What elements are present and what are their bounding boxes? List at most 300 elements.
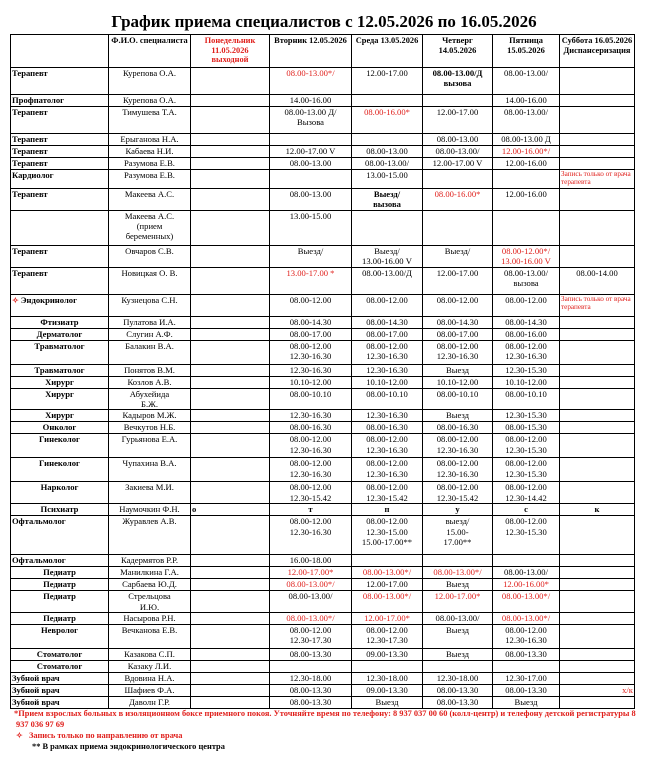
- specialty-label: Педиатр: [43, 591, 76, 602]
- specialty-cell: [11, 68, 109, 95]
- specialty-cell: [11, 458, 109, 482]
- specialty-cell: [11, 317, 109, 329]
- schedule-cell: 08.00-12.00 12.30-15.42: [270, 482, 352, 504]
- schedule-cell: 12.00-16.00: [493, 158, 560, 170]
- table-row: [11, 555, 635, 567]
- schedule-cell: 12.00-17.00: [352, 579, 423, 591]
- table-row: [11, 134, 635, 146]
- doctor-name: Козлов А.В.: [109, 377, 191, 389]
- schedule-cell: Выезд: [423, 624, 493, 648]
- header-row: [11, 35, 635, 68]
- schedule-cell: выезд/ 15.00- 17.00**: [423, 516, 493, 555]
- schedule-cell: 12.30-15.30: [493, 410, 560, 422]
- diamond-icon: ✧: [12, 296, 21, 305]
- table-row: [11, 422, 635, 434]
- specialty-label: Стоматолог: [36, 660, 83, 671]
- specialty-cell: [11, 365, 109, 377]
- specialty-label: Невролог: [40, 624, 79, 635]
- table-row: [11, 504, 635, 516]
- schedule-cell: Запись только от врача терапевта: [560, 295, 635, 317]
- schedule-cell: [191, 146, 270, 158]
- schedule-cell: 08.00-16.30: [352, 422, 423, 434]
- schedule-cell: 12.30-15.30: [493, 365, 560, 377]
- schedule-cell: 12.30-16.30: [270, 410, 352, 422]
- doctor-name: Тимушева Т.А.: [109, 107, 191, 134]
- schedule-cell: 12.00-16.00*: [493, 579, 560, 591]
- specialty-cell: [11, 555, 109, 567]
- doctor-name: Понятов В.М.: [109, 365, 191, 377]
- schedule-cell: [423, 555, 493, 567]
- specialty-label: Нарколог: [40, 482, 79, 493]
- schedule-cell: 08.00-13.30: [423, 684, 493, 696]
- specialty-label: Терапевт: [12, 68, 48, 78]
- schedule-cell: [191, 648, 270, 660]
- schedule-cell: 08.00-12.00 12.30-15.42: [423, 482, 493, 504]
- table-row: [11, 329, 635, 341]
- schedule-cell: [191, 329, 270, 341]
- doctor-name: Шафиев Ф.А.: [109, 684, 191, 696]
- schedule-cell: [191, 684, 270, 696]
- schedule-cell: Запись только от врача терапевта: [560, 170, 635, 189]
- schedule-cell: [352, 134, 423, 146]
- table-row: [11, 189, 635, 211]
- specialty-label: Офтальмолог: [12, 555, 66, 566]
- schedule-cell: 08.00-13.00/: [423, 146, 493, 158]
- doctor-name: Курепова О.А.: [109, 68, 191, 95]
- specialty-label: Хирург: [45, 410, 74, 421]
- specialty-label: Гинеколог: [39, 434, 80, 445]
- schedule-cell: [493, 170, 560, 189]
- schedule-cell: [560, 696, 635, 708]
- schedule-cell: 08.00-12.00: [493, 295, 560, 317]
- schedule-cell: 08.00-12.00 12.30-16.30: [352, 341, 423, 365]
- schedule-cell: [560, 458, 635, 482]
- doctor-name: Стрельцова И.Ю.: [109, 591, 191, 612]
- footnote-referral: ✧ Запись только по направлению от врача: [16, 731, 183, 740]
- specialty-cell: [11, 482, 109, 504]
- specialty-label: Терапевт: [12, 134, 48, 144]
- footnotes: [0, 708, 648, 752]
- specialty-cell: [11, 95, 109, 107]
- table-row: [11, 295, 635, 317]
- doctor-name: Кадыров М.Ж.: [109, 410, 191, 422]
- schedule-cell: 12.00-16.00: [493, 189, 560, 211]
- schedule-cell: [560, 68, 635, 95]
- specialty-label: Педиатр: [43, 579, 76, 590]
- schedule-cell: 08.00-14.30: [270, 317, 352, 329]
- schedule-cell: 08.00-12.00: [352, 295, 423, 317]
- schedule-cell: 08.00-17.00: [270, 329, 352, 341]
- schedule-cell: [560, 158, 635, 170]
- specialty-label: Травматолог: [34, 365, 85, 375]
- specialty-label: Гинеколог: [39, 458, 80, 469]
- table-row: [11, 696, 635, 708]
- doctor-name: Курепова О.А.: [109, 95, 191, 107]
- doctor-name: Макеева А.С. (прием беременных): [109, 211, 191, 246]
- schedule-cell: [423, 211, 493, 246]
- schedule-cell: 08.00-13.00/: [493, 567, 560, 579]
- schedule-cell: [191, 672, 270, 684]
- schedule-cell: [560, 246, 635, 268]
- doctor-name: Слугин А.Ф.: [109, 329, 191, 341]
- schedule-cell: [191, 516, 270, 555]
- schedule-cell: [352, 555, 423, 567]
- specialty-label: Хирург: [45, 377, 74, 387]
- schedule-cell: [191, 377, 270, 389]
- schedule-cell: Выезд: [423, 579, 493, 591]
- table-row: [11, 579, 635, 591]
- schedule-cell: [191, 696, 270, 708]
- specialty-label: Терапевт: [12, 146, 48, 156]
- table-row: [11, 377, 635, 389]
- schedule-cell: 09.00-13.30: [352, 684, 423, 696]
- schedule-cell: 08.00-13.30: [493, 684, 560, 696]
- schedule-cell: 08.00-12.00 12.30-15.30: [493, 434, 560, 458]
- specialty-cell: [11, 422, 109, 434]
- table-row: [11, 268, 635, 295]
- specialty-cell: [11, 146, 109, 158]
- schedule-cell: [560, 422, 635, 434]
- schedule-cell: [560, 329, 635, 341]
- schedule-cell: 12.00-17.00 V: [270, 146, 352, 158]
- schedule-cell: 08.00-12.00 12.30-15.30: [493, 458, 560, 482]
- schedule-cell: 08.00-10.10: [423, 389, 493, 410]
- schedule-cell: 13.00-15.00: [352, 170, 423, 189]
- table-row: [11, 341, 635, 365]
- specialty-label: Кардиолог: [12, 170, 54, 180]
- schedule-cell: 08.00-10.10: [352, 389, 423, 410]
- specialty-label: Онколог: [42, 422, 77, 433]
- column-header: Пятница 15.05.2026: [493, 35, 560, 68]
- schedule-cell: [191, 107, 270, 134]
- table-row: [11, 624, 635, 648]
- schedule-cell: [560, 672, 635, 684]
- schedule-cell: [560, 660, 635, 672]
- table-row: [11, 660, 635, 672]
- schedule-cell: 08.00-13.00/: [493, 107, 560, 134]
- schedule-cell: т: [270, 504, 352, 516]
- schedule-cell: 08.00-15.30: [493, 422, 560, 434]
- schedule-cell: [560, 482, 635, 504]
- schedule-cell: [560, 516, 635, 555]
- schedule-cell: 08.00-13.30: [270, 684, 352, 696]
- schedule-cell: [191, 660, 270, 672]
- schedule-cell: [191, 389, 270, 410]
- table-row: [11, 170, 635, 189]
- schedule-cell: [560, 377, 635, 389]
- schedule-cell: [191, 612, 270, 624]
- schedule-cell: [560, 624, 635, 648]
- schedule-cell: 08.00-12.00 12.30-16.30: [270, 434, 352, 458]
- specialty-cell: [11, 246, 109, 268]
- table-row: [11, 146, 635, 158]
- column-header: Четверг 14.05.2026: [423, 35, 493, 68]
- schedule-cell: 08.00-13.00*/: [352, 567, 423, 579]
- doctor-name: Казаку Л.И.: [109, 660, 191, 672]
- schedule-cell: у: [423, 504, 493, 516]
- schedule-cell: 10.10-12.00: [352, 377, 423, 389]
- schedule-cell: 12.00-16.00*/: [493, 146, 560, 158]
- specialty-label: Зубной врач: [12, 672, 60, 683]
- schedule-cell: [560, 579, 635, 591]
- schedule-cell: [191, 68, 270, 95]
- schedule-cell: [560, 107, 635, 134]
- schedule-cell: 12.30-18.00: [352, 672, 423, 684]
- schedule-cell: [493, 211, 560, 246]
- specialty-label: Психиатр: [40, 504, 79, 515]
- schedule-cell: [560, 410, 635, 422]
- schedule-cell: 08.00-13.00*/: [493, 612, 560, 624]
- schedule-cell: [191, 268, 270, 295]
- schedule-cell: [191, 624, 270, 648]
- schedule-cell: [191, 567, 270, 579]
- doctor-name: Даволн Г.Р.: [109, 696, 191, 708]
- specialty-label: Офтальмолог: [12, 516, 66, 527]
- specialty-cell: [11, 504, 109, 516]
- schedule-cell: 08.00-13.00: [423, 134, 493, 146]
- table-row: [11, 158, 635, 170]
- schedule-cell: 12.00-17.00: [352, 68, 423, 95]
- column-header: Ф.И.О. специалиста: [109, 35, 191, 68]
- schedule-cell: 08.00-13.30: [423, 696, 493, 708]
- schedule-cell: с: [493, 504, 560, 516]
- column-header: Среда 13.05.2026: [352, 35, 423, 68]
- specialty-cell: [11, 329, 109, 341]
- doctor-name: Разумова Е.В.: [109, 158, 191, 170]
- schedule-cell: 08.00-14.30: [352, 317, 423, 329]
- schedule-cell: [560, 146, 635, 158]
- specialty-cell: [11, 377, 109, 389]
- specialty-cell: [11, 684, 109, 696]
- schedule-cell: [191, 158, 270, 170]
- table-row: [11, 389, 635, 410]
- schedule-cell: 08.00-16.00*: [423, 189, 493, 211]
- doctor-name: Овчаров С.В.: [109, 246, 191, 268]
- schedule-cell: [191, 410, 270, 422]
- specialty-cell: [11, 434, 109, 458]
- specialty-cell: [11, 516, 109, 555]
- specialty-cell: [11, 624, 109, 648]
- doctor-name: Сарбаева Ю.Д.: [109, 579, 191, 591]
- page-title: График приема специалистов с 12.05.2026 по 16.05.2026: [111, 12, 537, 31]
- schedule-cell: [560, 365, 635, 377]
- schedule-cell: [270, 134, 352, 146]
- schedule-cell: 08.00-16.00: [493, 329, 560, 341]
- column-header: [11, 35, 109, 68]
- schedule-cell: 08.00-13.30: [270, 696, 352, 708]
- specialty-label: Педиатр: [43, 567, 76, 578]
- doctor-name: Разумова Е.В.: [109, 170, 191, 189]
- schedule-cell: [191, 591, 270, 612]
- doctor-name: Наумочкин Ф.Н.: [109, 504, 191, 516]
- schedule-cell: 12.30-17.00: [493, 672, 560, 684]
- table-row: [11, 95, 635, 107]
- schedule-cell: 08.00-13.00*/: [352, 591, 423, 612]
- specialty-cell: [11, 591, 109, 612]
- schedule-cell: [191, 555, 270, 567]
- table-row: [11, 672, 635, 684]
- schedule-cell: [191, 482, 270, 504]
- specialty-label: Фтизиатр: [40, 317, 79, 327]
- doctor-name: Казакова С.П.: [109, 648, 191, 660]
- doctor-name: Журавлев А.В.: [109, 516, 191, 555]
- table-row: [11, 612, 635, 624]
- schedule-cell: 14.00-16.00: [270, 95, 352, 107]
- schedule-cell: Выезд/: [270, 246, 352, 268]
- schedule-cell: 08.00-12.00 12.30-17.30: [352, 624, 423, 648]
- table-row: [11, 591, 635, 612]
- schedule-cell: [352, 660, 423, 672]
- schedule-cell: [560, 591, 635, 612]
- table-row: [11, 211, 635, 246]
- doctor-name: Кадермятов Р.Р.: [109, 555, 191, 567]
- schedule-cell: 08.00-17.00: [423, 329, 493, 341]
- schedule-cell: [560, 612, 635, 624]
- schedule-cell: [423, 170, 493, 189]
- schedule-cell: 08.00-12.00 12.30-16.30: [423, 341, 493, 365]
- doctor-name: Кузнецова С.Н.: [109, 295, 191, 317]
- schedule-cell: Выезд: [423, 410, 493, 422]
- schedule-cell: [191, 134, 270, 146]
- doctor-name: Гурьянова Е.А.: [109, 434, 191, 458]
- table-row: [11, 68, 635, 95]
- schedule-cell: Выезд/ 13.00-16.00 V: [352, 246, 423, 268]
- specialty-cell: [11, 389, 109, 410]
- schedule-cell: о: [191, 504, 270, 516]
- schedule-cell: 08.00-12.00 12.30-15.30: [493, 516, 560, 555]
- schedule-cell: [423, 660, 493, 672]
- specialty-label: Зубной врач: [12, 696, 60, 707]
- schedule-cell: 08.00-17.00: [352, 329, 423, 341]
- specialty-cell: [11, 211, 109, 246]
- schedule-cell: Выезд: [352, 696, 423, 708]
- schedule-cell: 14.00-16.00: [493, 95, 560, 107]
- schedule-cell: 08.00-13.30: [493, 648, 560, 660]
- doctor-name: Макеева А.С.: [109, 189, 191, 211]
- doctor-name: Абухейида Б.Ж.: [109, 389, 191, 410]
- schedule-cell: [560, 211, 635, 246]
- column-header: Суббота 16.05.2026 Диспансеризация: [560, 35, 635, 68]
- schedule-cell: 12.00-17.00*: [352, 612, 423, 624]
- table-row: [11, 365, 635, 377]
- schedule-cell: 12.00-17.00*: [270, 567, 352, 579]
- doctor-name: Вечканова Е.В.: [109, 624, 191, 648]
- diamond-icon: ✧: [16, 731, 23, 740]
- schedule-cell: 08.00-13.00*/: [270, 579, 352, 591]
- schedule-cell: 08.00-14.00: [560, 268, 635, 295]
- schedule-cell: [191, 170, 270, 189]
- specialty-cell: [11, 648, 109, 660]
- schedule-cell: 10.10-12.00: [423, 377, 493, 389]
- schedule-cell: [560, 95, 635, 107]
- schedule-cell: 08.00-12.00: [423, 295, 493, 317]
- schedule-cell: [191, 295, 270, 317]
- schedule-cell: 08.00-12.00 12.30-16.30: [423, 458, 493, 482]
- doctor-name: Пулатова И.А.: [109, 317, 191, 329]
- schedule-cell: 08.00-12.00 12.30-16.30: [352, 458, 423, 482]
- table-row: [11, 648, 635, 660]
- schedule-cell: п: [352, 504, 423, 516]
- schedule-cell: 08.00-13.00/: [352, 158, 423, 170]
- specialty-label: Дерматолог: [36, 329, 83, 339]
- schedule-cell: [560, 389, 635, 410]
- doctor-name: Чупахина В.А.: [109, 458, 191, 482]
- schedule-cell: 08.00-13.00/Д: [352, 268, 423, 295]
- schedule-cell: [352, 211, 423, 246]
- doctor-name: Вечкутов Н.Б.: [109, 422, 191, 434]
- schedule-cell: 08.00-13.00/: [423, 612, 493, 624]
- schedule-cell: 08.00-13.00/: [493, 68, 560, 95]
- specialty-label: Травматолог: [34, 341, 85, 351]
- schedule-cell: 08.00-13.00*/: [423, 567, 493, 579]
- table-row: [11, 410, 635, 422]
- schedule-cell: [560, 341, 635, 365]
- specialty-label: Профпатолог: [12, 95, 65, 105]
- specialty-label: Терапевт: [12, 189, 48, 199]
- schedule-cell: к: [560, 504, 635, 516]
- schedule-cell: 08.00-13.00 Д/ Вызова: [270, 107, 352, 134]
- footnote-isolation: *Прием взрослых больных в изоляционном боксе приемного покоя. Уточняйте время по телефону: 8 937 037 00 60 (колл-центр) и телефону детской регистратуры 8 937 036 97 69: [14, 709, 636, 729]
- schedule-cell: [560, 434, 635, 458]
- doctor-name: Ерыганова Н.А.: [109, 134, 191, 146]
- schedule-cell: 08.00-14.30: [423, 317, 493, 329]
- schedule-cell: Выезд: [423, 648, 493, 660]
- table-row: [11, 567, 635, 579]
- schedule-cell: [191, 189, 270, 211]
- schedule-cell: [560, 134, 635, 146]
- specialty-cell: [11, 107, 109, 134]
- schedule-cell: Выезд/: [423, 246, 493, 268]
- schedule-cell: 13.00-17.00 *: [270, 268, 352, 295]
- schedule-cell: 08.00-12.00: [270, 295, 352, 317]
- schedule-cell: [493, 660, 560, 672]
- schedule-cell: 08.00-10.10: [493, 389, 560, 410]
- doctor-name: Вдовина Н.А.: [109, 672, 191, 684]
- specialty-cell: [11, 189, 109, 211]
- schedule-cell: [560, 567, 635, 579]
- schedule-cell: 08.00-13.00 Д: [493, 134, 560, 146]
- schedule-cell: 12.30-16.30: [352, 410, 423, 422]
- schedule-cell: 08.00-12.00 12.30-16.30: [352, 434, 423, 458]
- schedule-cell: 12.30-18.00: [270, 672, 352, 684]
- specialty-cell: [11, 410, 109, 422]
- schedule-table: [10, 34, 635, 709]
- schedule-cell: 08.00-13.00: [352, 146, 423, 158]
- schedule-cell: 08.00-12.00 12.30-16.30: [270, 516, 352, 555]
- schedule-cell: 08.00-16.30: [423, 422, 493, 434]
- schedule-cell: [560, 648, 635, 660]
- specialty-label: Педиатр: [43, 612, 76, 623]
- schedule-cell: [560, 317, 635, 329]
- column-header: Вторник 12.05.2026: [270, 35, 352, 68]
- specialty-label: Зубной врач: [12, 684, 60, 695]
- specialty-cell: [11, 268, 109, 295]
- schedule-cell: 12.00-17.00: [423, 268, 493, 295]
- schedule-cell: 12.30-16.30: [352, 365, 423, 377]
- schedule-cell: 10.10-12.00: [270, 377, 352, 389]
- schedule-cell: [423, 95, 493, 107]
- schedule-cell: 08.00-16.00*: [352, 107, 423, 134]
- schedule-cell: [191, 365, 270, 377]
- schedule-cell: [560, 189, 635, 211]
- specialty-label: Терапевт: [12, 107, 48, 117]
- doctor-name: Манилкина Г.А.: [109, 567, 191, 579]
- specialty-label: Терапевт: [12, 268, 48, 278]
- schedule-cell: 16.00-18.00: [270, 555, 352, 567]
- table-row: [11, 684, 635, 696]
- schedule-cell: 12.30-16.30: [270, 365, 352, 377]
- schedule-cell: 08.00-12.00 12.30-16.30: [493, 624, 560, 648]
